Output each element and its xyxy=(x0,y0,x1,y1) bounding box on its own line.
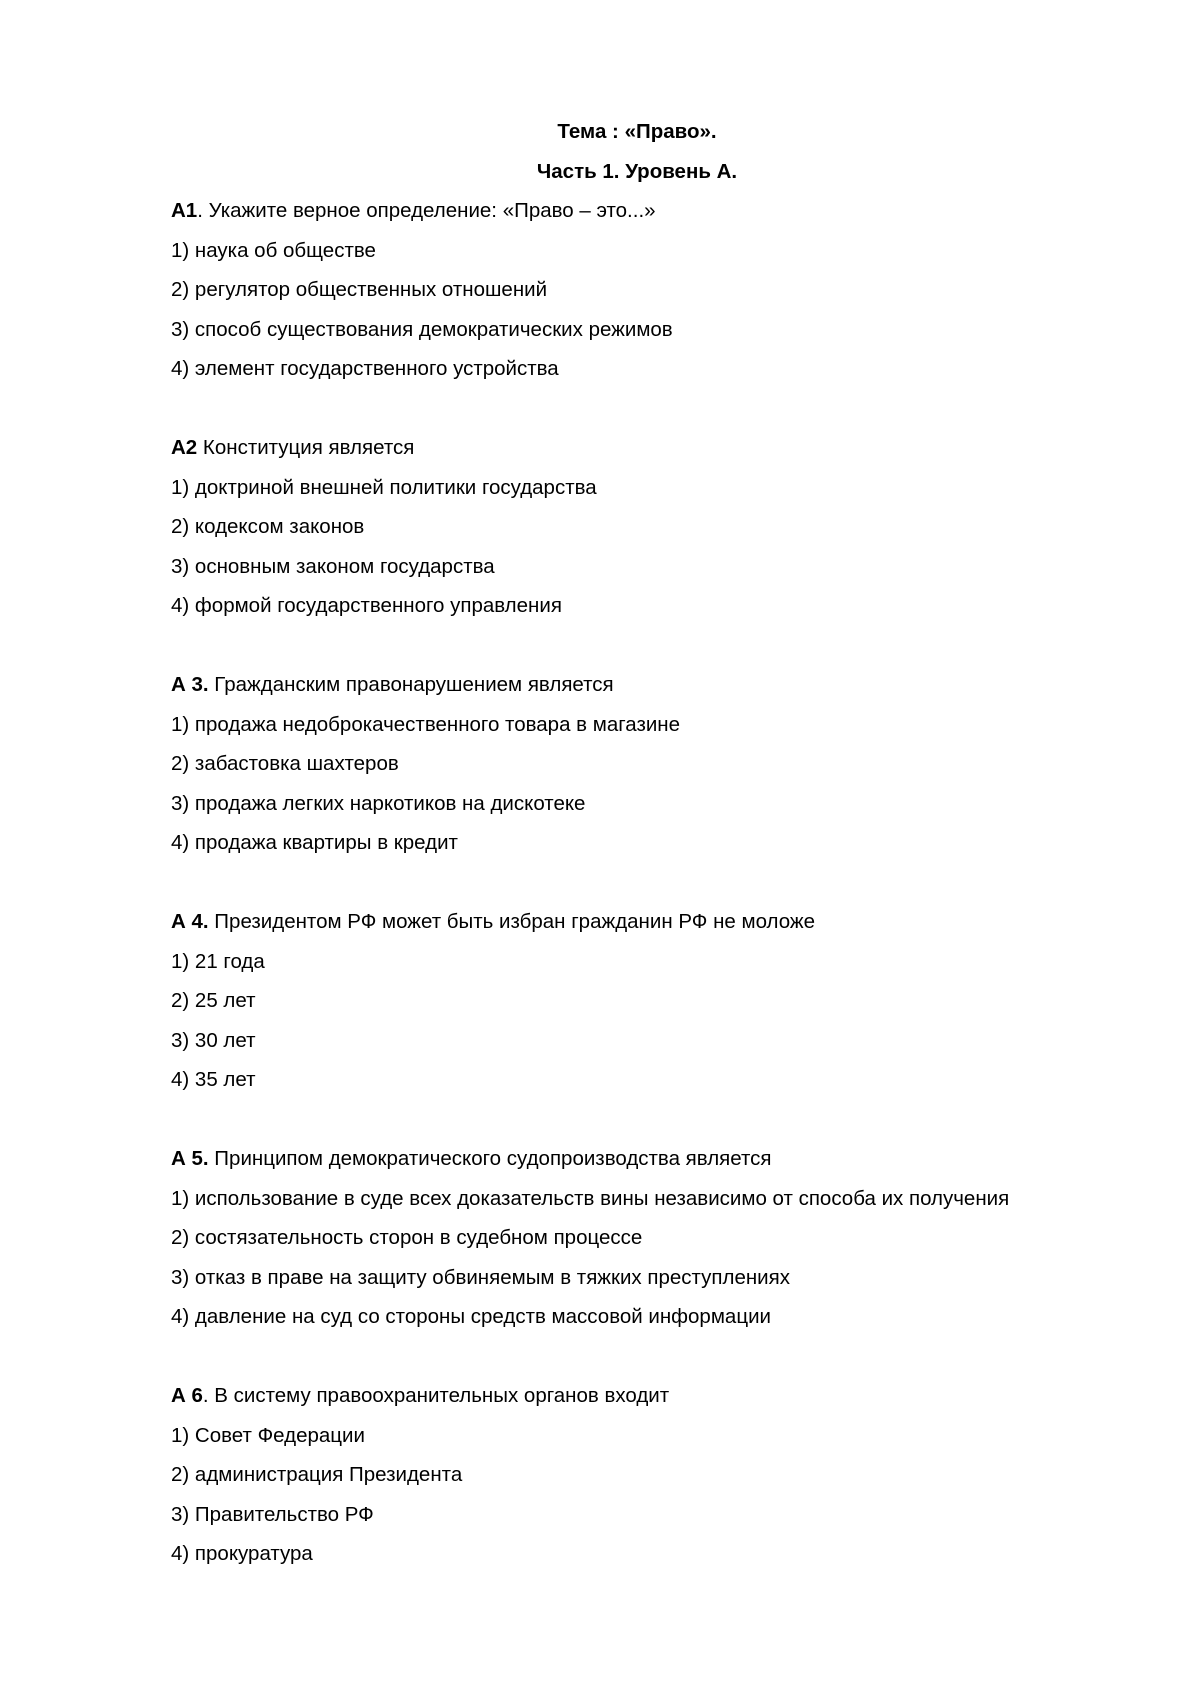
answer-option: 3) основным законом государства xyxy=(171,554,495,578)
question-a4 xyxy=(171,902,1071,1100)
answer-option: 2) кодексом законов xyxy=(171,515,365,538)
question-number: А 3. xyxy=(171,673,209,696)
question-prompt: . В систему правоохранительных органов входит xyxy=(202,1384,670,1407)
answer-option: 2) 25 лет xyxy=(171,989,256,1012)
question-text xyxy=(171,665,1071,705)
page-subtitle: Часть 1. Уровень А. xyxy=(536,159,738,183)
answer-option: 4) прокуратура xyxy=(171,1542,313,1565)
question-number: А 6 xyxy=(171,1384,203,1407)
question-text xyxy=(171,191,1071,231)
question-number: А 5. xyxy=(171,1147,209,1170)
question-prompt: Президентом РФ может быть избран гражданин РФ не моложе xyxy=(208,910,816,933)
answer-option: 1) наука об обществе xyxy=(171,238,376,262)
question-text xyxy=(171,1139,1071,1179)
answer-option: 1) 21 года xyxy=(171,949,265,973)
answer-option: 1) Совет Федерации xyxy=(171,1423,365,1447)
question-a6 xyxy=(171,1376,1071,1574)
answer-option: 2) администрация Президента xyxy=(171,1463,463,1486)
question-a3 xyxy=(171,665,1071,863)
question-text xyxy=(171,428,1071,468)
answer-option: 3) способ существования демократических режимов xyxy=(171,317,673,341)
question-number: А 4. xyxy=(171,910,209,933)
question-a1 xyxy=(171,191,1071,389)
answer-option: 3) продажа легких наркотиков на дискотеке xyxy=(171,791,586,815)
answer-option: 2) забастовка шахтеров xyxy=(171,752,399,775)
question-a2 xyxy=(171,428,1071,626)
answer-option: 3) отказ в праве на защиту обвиняемым в тяжких преступлениях xyxy=(171,1265,790,1289)
answer-option: 4) продажа квартиры в кредит xyxy=(171,831,458,854)
page-title: Тема : «Право». xyxy=(557,120,717,143)
answer-option: 2) состязательность сторон в судебном процессе xyxy=(171,1226,643,1249)
answer-option: 2) регулятор общественных отношений xyxy=(171,278,548,301)
question-text xyxy=(171,1376,1071,1416)
answer-option: 3) Правительство РФ xyxy=(171,1502,374,1526)
answer-option: 1) продажа недоброкачественного товара в магазине xyxy=(171,712,681,736)
answer-option: 4) 35 лет xyxy=(171,1068,256,1091)
question-number: А2 xyxy=(171,436,198,459)
question-prompt: . Укажите верное определение: «Право – это...» xyxy=(197,199,656,222)
answer-option: 4) давление на суд со стороны средств массовой информации xyxy=(171,1305,771,1328)
question-prompt: Гражданским правонарушением является xyxy=(208,673,614,696)
answer-option: 3) 30 лет xyxy=(171,1028,256,1052)
question-text xyxy=(171,902,1071,942)
question-prompt: Конституция является xyxy=(197,436,415,459)
answer-option: 4) элемент государственного устройства xyxy=(171,357,559,380)
answer-option: 4) формой государственного управления xyxy=(171,594,562,617)
question-prompt: Принципом демократического судопроизводства является xyxy=(208,1147,772,1170)
answer-option: 1) доктриной внешней политики государства xyxy=(171,475,597,499)
document-content xyxy=(171,112,1071,1613)
question-a5 xyxy=(171,1139,1071,1337)
answer-option: 1) использование в суде всех доказательств вины независимо от способа их получения xyxy=(171,1186,1010,1210)
question-number: А1 xyxy=(171,199,198,222)
